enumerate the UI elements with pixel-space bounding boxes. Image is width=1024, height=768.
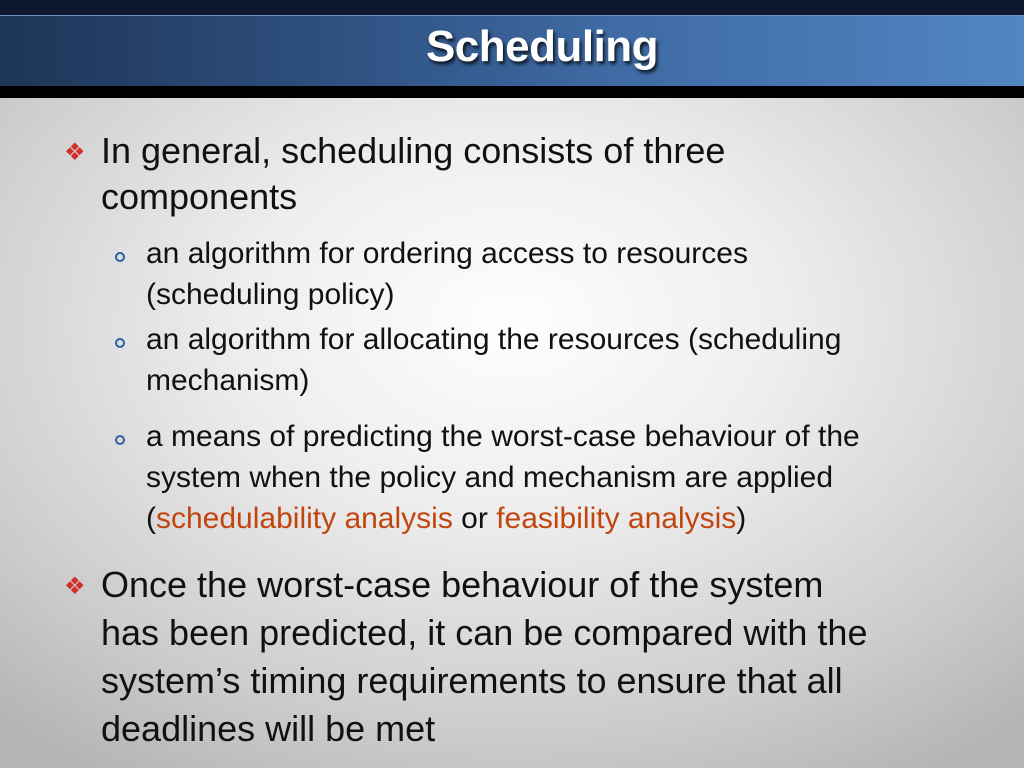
paren-open: ( bbox=[146, 502, 156, 535]
sub-bullet-1-line-2: (scheduling policy) bbox=[146, 278, 395, 311]
conjunction-or: or bbox=[452, 502, 497, 535]
ring-bullet-icon bbox=[115, 338, 125, 348]
ring-bullet-icon bbox=[115, 252, 125, 262]
sub-bullet-3-line-3 bbox=[146, 498, 986, 539]
sub-bullet-2-line-1: an algorithm for allocating the resources (scheduling bbox=[146, 323, 842, 356]
ring-bullet-icon bbox=[115, 435, 125, 445]
bullet-1-line-2: components bbox=[101, 176, 298, 217]
bullet-2-line-2: has been predicted, it can be compared with the bbox=[101, 612, 868, 653]
slide-title: Scheduling bbox=[425, 22, 659, 71]
bullet-2-line-3: system’s timing requirements to ensure that all bbox=[101, 660, 843, 701]
sub-bullet-3-line-1: a means of predicting the worst-case behaviour of the bbox=[146, 420, 860, 453]
four-diamond-icon: ❖ bbox=[64, 139, 86, 166]
feasibility-analysis-term: feasibility analysis bbox=[496, 502, 737, 535]
bullet-2-line-1: Once the worst-case behaviour of the system bbox=[101, 564, 824, 605]
schedulability-analysis-term: schedulability analysis bbox=[156, 502, 453, 535]
bullet-1-line-1: In general, scheduling consists of three bbox=[101, 130, 726, 171]
paren-close: ) bbox=[736, 502, 747, 535]
sub-bullet-3-line-2: system when the policy and mechanism are applied bbox=[146, 461, 834, 494]
bullet-2-line-4: deadlines will be met bbox=[101, 708, 436, 749]
four-diamond-icon: ❖ bbox=[64, 573, 86, 600]
sub-bullet-1-line-1: an algorithm for ordering access to resources bbox=[146, 237, 748, 270]
sub-bullet-2-line-2: mechanism) bbox=[146, 364, 310, 397]
